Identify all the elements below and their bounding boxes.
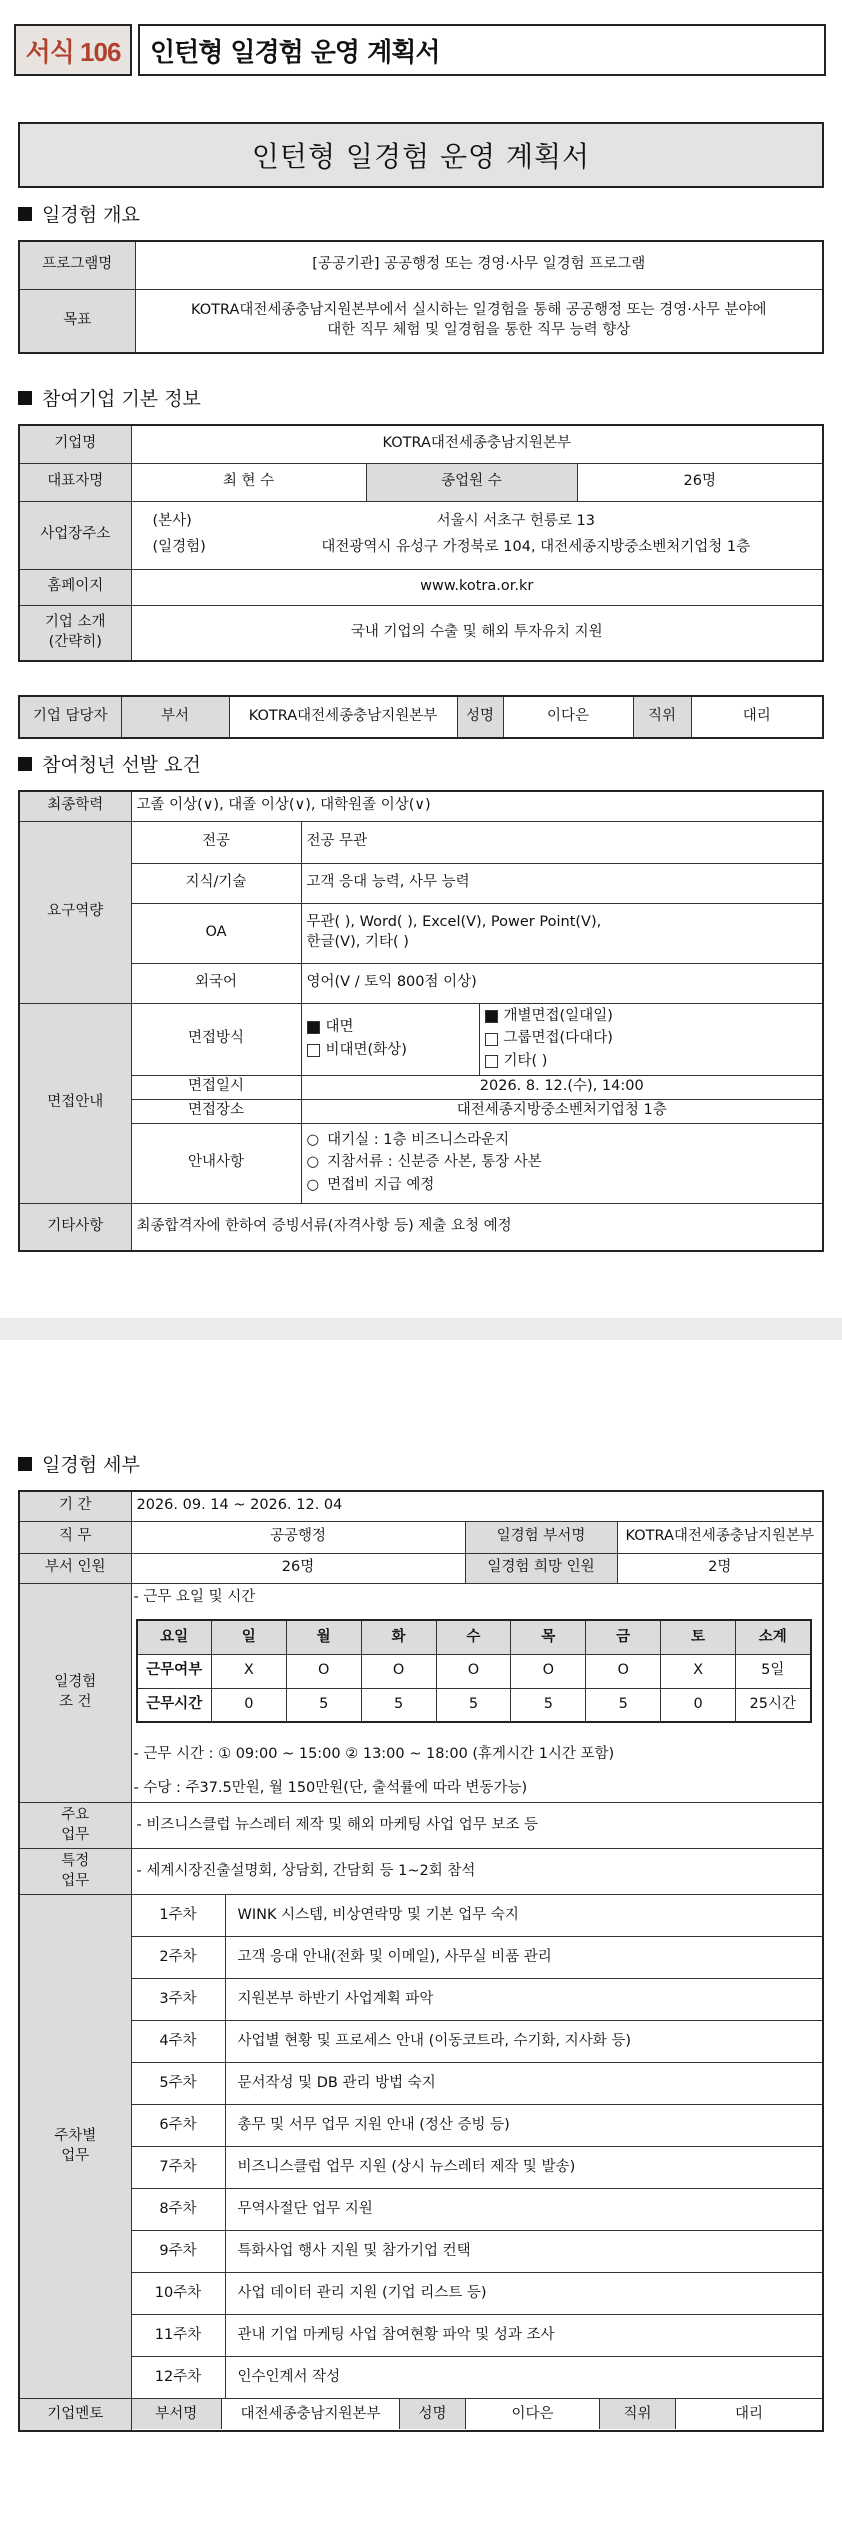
square-bullet-icon bbox=[18, 1457, 32, 1471]
major-label: 전공 bbox=[131, 821, 301, 863]
employees-label: 종업원 수 bbox=[366, 463, 577, 501]
interview-label: 면접안내 bbox=[19, 1003, 131, 1203]
period-label: 기 간 bbox=[19, 1491, 131, 1521]
schedule-header-cell: 요일 bbox=[137, 1620, 212, 1654]
date-label: 면접일시 bbox=[131, 1075, 301, 1099]
details-table bbox=[18, 1490, 824, 2432]
allowance: - 수당 : 주37.5만원, 월 150만원(단, 출석률에 따라 변동가능) bbox=[133, 1779, 528, 1796]
week-number: 1주차 bbox=[131, 1895, 225, 1937]
schedule-row-label: 근무시간 bbox=[137, 1688, 212, 1722]
intro-label bbox=[19, 605, 131, 661]
schedule-cell: 5일 bbox=[736, 1654, 811, 1688]
schedule-cell: O bbox=[436, 1654, 511, 1688]
name-label: 성명 bbox=[457, 696, 503, 738]
method-mode bbox=[301, 1003, 479, 1075]
schedule-cell: X bbox=[661, 1654, 736, 1688]
staff-label: 부서 인원 bbox=[19, 1553, 131, 1583]
mentor-table bbox=[132, 2399, 823, 2429]
mentor-dept-label: 부서명 bbox=[132, 2399, 222, 2429]
skill-value: 고객 응대 능력, 사무 능력 bbox=[301, 863, 823, 903]
week-number: 11주차 bbox=[131, 2315, 225, 2357]
schedule-cell: O bbox=[286, 1654, 361, 1688]
week-task: 무역사절단 업무 지원 bbox=[225, 2189, 823, 2231]
week-task: 사업별 현황 및 프로세스 안내 (이동코트라, 수기화, 지사화 등) bbox=[225, 2021, 823, 2063]
mentor-name-label: 성명 bbox=[400, 2399, 466, 2429]
site-tag: (일경험) bbox=[152, 539, 206, 555]
etc-label: 기타사항 bbox=[19, 1203, 131, 1251]
checkbox-checked-icon bbox=[307, 1021, 320, 1034]
week-number: 2주차 bbox=[131, 1937, 225, 1979]
checkbox-empty-icon bbox=[485, 1055, 498, 1068]
week-task: 관내 기업 마케팅 사업 참여현황 파악 및 성과 조사 bbox=[225, 2315, 823, 2357]
week-task: 문서작성 및 DB 관리 방법 숙지 bbox=[225, 2063, 823, 2105]
goal-line: KOTRA대전세종충남지원본부에서 실시하는 일경험을 통해 공공행정 또는 경영·사무 분야에 bbox=[190, 302, 767, 319]
hq-address: 서울시 서초구 헌릉로 13 bbox=[436, 513, 595, 530]
mentor-position-value: 대리 bbox=[676, 2399, 823, 2429]
weekly-label-line: 업무 bbox=[61, 2147, 90, 2164]
education-value: 고졸 이상(∨), 대졸 이상(∨), 대학원졸 이상(∨) bbox=[131, 791, 823, 821]
week-number: 5주차 bbox=[131, 2063, 225, 2105]
week-task: 사업 데이터 관리 지원 (기업 리스트 등) bbox=[225, 2273, 823, 2315]
dept-value: KOTRA대전세종충남지원본부 bbox=[229, 696, 457, 738]
notice-label: 안내사항 bbox=[131, 1123, 301, 1203]
page-separator bbox=[0, 1318, 842, 1340]
website-label: 홈페이지 bbox=[19, 569, 131, 605]
method-remote: 비대면(화상) bbox=[325, 1041, 407, 1058]
condition-label bbox=[19, 1583, 131, 1803]
requirements-table bbox=[18, 790, 824, 1252]
weekly-label bbox=[19, 1895, 131, 2399]
hq-tag: (본사) bbox=[152, 513, 192, 530]
schedule-table bbox=[136, 1619, 812, 1723]
method-label: 면접방식 bbox=[131, 1003, 301, 1075]
schedule-cell: 0 bbox=[661, 1688, 736, 1722]
schedule-cell: 25시간 bbox=[736, 1688, 811, 1722]
position-value: 대리 bbox=[691, 696, 823, 738]
company-value: KOTRA대전세종충남지원본부 bbox=[131, 425, 823, 463]
language-value: 영어(V / 토익 800점 이상) bbox=[301, 963, 823, 1003]
contact-table bbox=[18, 695, 824, 739]
week-number: 9주차 bbox=[131, 2231, 225, 2273]
square-bullet-icon bbox=[18, 391, 32, 405]
schedule-header-cell: 월 bbox=[286, 1620, 361, 1654]
job-value: 공공행정 bbox=[131, 1521, 465, 1553]
weekly-row bbox=[19, 2357, 823, 2399]
schedule-header-cell: 수 bbox=[436, 1620, 511, 1654]
document-title: 인턴형 일경험 운영 계획서 bbox=[18, 122, 824, 188]
overview-table bbox=[18, 240, 824, 354]
company-label: 기업명 bbox=[19, 425, 131, 463]
ceo-label: 대표자명 bbox=[19, 463, 131, 501]
form-header-title: 인턴형 일경험 운영 계획서 bbox=[138, 24, 826, 76]
schedule-cell: 0 bbox=[211, 1688, 286, 1722]
place-value: 대전세종지방중소벤처기업청 1층 bbox=[301, 1099, 823, 1123]
dept-label: 부서 bbox=[121, 696, 229, 738]
weekly-row bbox=[19, 2189, 823, 2231]
manager-label: 기업 담당자 bbox=[19, 696, 121, 738]
site-address: 대전광역시 유성구 가정북로 104, 대전세종지방중소벤처기업청 1층 bbox=[321, 539, 751, 555]
method-group: 그룹면접(다대다) bbox=[503, 1030, 613, 1047]
want-value: 2명 bbox=[617, 1553, 823, 1583]
weekly-row bbox=[19, 2021, 823, 2063]
period-value: 2026. 09. 14 ~ 2026. 12. 04 bbox=[131, 1491, 823, 1521]
special-task-label-line: 업무 bbox=[61, 1872, 90, 1889]
education-label: 최종학력 bbox=[19, 791, 131, 821]
week-number: 10주차 bbox=[131, 2273, 225, 2315]
main-task-label-line: 업무 bbox=[61, 1826, 90, 1843]
weekly-row bbox=[19, 2147, 823, 2189]
oa-value bbox=[301, 903, 823, 963]
weekly-row bbox=[19, 1979, 823, 2021]
main-task-label-line: 주요 bbox=[61, 1807, 90, 1824]
address-value bbox=[131, 501, 823, 569]
place-label: 면접장소 bbox=[131, 1099, 301, 1123]
mentor-name-value: 이다은 bbox=[466, 2399, 600, 2429]
work-hours: - 근무 시간 : ① 09:00 ~ 15:00 ② 13:00 ~ 18:00 (휴게시간 1시간 포함) bbox=[133, 1746, 615, 1763]
mentor-dept-value: 대전세종충남지원본부 bbox=[222, 2399, 400, 2429]
section-title: 참여기업 기본 정보 bbox=[42, 388, 201, 410]
program-label: 프로그램명 bbox=[19, 241, 135, 289]
notice-item: 대기실 : 1층 비즈니스라운지 bbox=[327, 1131, 510, 1148]
week-number: 4주차 bbox=[131, 2021, 225, 2063]
circle-bullet-icon: ○ bbox=[306, 1131, 320, 1148]
schedule-cell: 5 bbox=[586, 1688, 661, 1722]
schedule-header-cell: 금 bbox=[586, 1620, 661, 1654]
section-title: 참여청년 선발 요건 bbox=[42, 754, 201, 776]
program-value: [공공기관] 공공행정 또는 경영·사무 일경험 프로그램 bbox=[135, 241, 823, 289]
week-task: WINK 시스템, 비상연락망 및 기본 업무 숙지 bbox=[225, 1895, 823, 1937]
main-task-value: - 비즈니스클럽 뉴스레터 제작 및 해외 마케팅 사업 업무 보조 등 bbox=[131, 1803, 823, 1849]
dept-value: KOTRA대전세종충남지원본부 bbox=[617, 1521, 823, 1553]
etc-value: 최종합격자에 한하여 증빙서류(자격사항 등) 제출 요청 예정 bbox=[131, 1203, 823, 1251]
method-single: 개별면접(일대일) bbox=[503, 1007, 613, 1024]
schedule-header-cell: 토 bbox=[661, 1620, 736, 1654]
oa-line: 한글(V), 기타( ) bbox=[306, 934, 409, 950]
intro-value: 국내 기업의 수출 및 해외 투자유치 지원 bbox=[131, 605, 823, 661]
language-label: 외국어 bbox=[131, 963, 301, 1003]
schedule-row-label: 근무여부 bbox=[137, 1654, 212, 1688]
weekly-row bbox=[19, 2105, 823, 2147]
schedule-workday-row bbox=[137, 1654, 811, 1688]
schedule-header-cell: 화 bbox=[361, 1620, 436, 1654]
section-heading-requirements bbox=[18, 750, 201, 777]
intro-label-line: 기업 소개 bbox=[44, 614, 106, 631]
square-bullet-icon bbox=[18, 757, 32, 771]
oa-line: 무관( ), Word( ), Excel(V), Power Point(V), bbox=[306, 914, 602, 931]
want-label: 일경험 희망 인원 bbox=[465, 1553, 617, 1583]
address-label: 사업장주소 bbox=[19, 501, 131, 569]
weekly-row bbox=[19, 1937, 823, 1979]
schedule-cell: 5 bbox=[361, 1688, 436, 1722]
ceo-value: 최 현 수 bbox=[131, 463, 366, 501]
section-heading-overview bbox=[18, 200, 140, 227]
schedule-cell: 5 bbox=[436, 1688, 511, 1722]
week-task: 총무 및 서무 업무 지원 안내 (정산 증빙 등) bbox=[225, 2105, 823, 2147]
weekly-row bbox=[19, 2063, 823, 2105]
section-heading-details bbox=[18, 1450, 140, 1477]
major-value: 전공 무관 bbox=[301, 821, 823, 863]
weekly-row bbox=[19, 2231, 823, 2273]
special-task-label bbox=[19, 1849, 131, 1895]
weekly-label-line: 주차별 bbox=[54, 2128, 97, 2145]
skill-label: 지식/기술 bbox=[131, 863, 301, 903]
week-task: 비즈니스클럽 업무 지원 (상시 뉴스레터 제작 및 발송) bbox=[225, 2147, 823, 2189]
special-task-label-line: 특정 bbox=[61, 1853, 90, 1870]
position-label: 직위 bbox=[633, 696, 691, 738]
method-face: 대면 bbox=[325, 1018, 354, 1035]
goal-line: 대한 직무 체험 및 일경험을 통한 직무 능력 향상 bbox=[327, 321, 631, 338]
week-number: 7주차 bbox=[131, 2147, 225, 2189]
schedule-cell: O bbox=[586, 1654, 661, 1688]
section-title: 일경험 세부 bbox=[42, 1454, 140, 1476]
job-label: 직 무 bbox=[19, 1521, 131, 1553]
method-etc: 기타( ) bbox=[503, 1052, 548, 1069]
week-number: 8주차 bbox=[131, 2189, 225, 2231]
week-number: 6주차 bbox=[131, 2105, 225, 2147]
goal-label: 목표 bbox=[19, 289, 135, 353]
checkbox-empty-icon bbox=[485, 1033, 498, 1046]
notice-value bbox=[301, 1123, 823, 1203]
notice-item: 지참서류 : 신분증 사본, 통장 사본 bbox=[327, 1154, 542, 1171]
name-value: 이다은 bbox=[503, 696, 633, 738]
date-value: 2026. 8. 12.(수), 14:00 bbox=[301, 1075, 823, 1099]
week-task: 고객 응대 안내(전화 및 이메일), 사무실 비품 관리 bbox=[225, 1937, 823, 1979]
week-number: 12주차 bbox=[131, 2357, 225, 2399]
circle-bullet-icon: ○ bbox=[306, 1176, 320, 1193]
notice-item: 면접비 지급 예정 bbox=[327, 1176, 435, 1193]
competency-label: 요구역량 bbox=[19, 821, 131, 1003]
condition-label-line: 일경험 bbox=[54, 1674, 97, 1691]
condition-label-line: 조 건 bbox=[58, 1693, 92, 1710]
weekly-body bbox=[19, 1895, 823, 2399]
staff-value: 26명 bbox=[131, 1553, 465, 1583]
employees-value: 26명 bbox=[577, 463, 823, 501]
checkbox-empty-icon bbox=[307, 1044, 320, 1057]
days-title: - 근무 요일 및 시간 bbox=[133, 1588, 256, 1605]
week-task: 지원본부 하반기 사업계획 파악 bbox=[225, 1979, 823, 2021]
weekly-row bbox=[19, 2315, 823, 2357]
condition-value bbox=[131, 1583, 823, 1803]
schedule-hours-row bbox=[137, 1688, 811, 1722]
section-heading-company bbox=[18, 384, 201, 411]
schedule-cell: O bbox=[511, 1654, 586, 1688]
mentor-label: 기업멘토 bbox=[19, 2399, 131, 2431]
form-number-badge: 서식 106 bbox=[14, 24, 132, 76]
weekly-row bbox=[19, 1895, 823, 1937]
checkbox-checked-icon bbox=[485, 1010, 498, 1023]
week-task: 특화사업 행사 지원 및 참가기업 컨택 bbox=[225, 2231, 823, 2273]
week-number: 3주차 bbox=[131, 1979, 225, 2021]
oa-label: OA bbox=[131, 903, 301, 963]
special-task-value: - 세계시장진출설명회, 상담회, 간담회 등 1~2회 참석 bbox=[131, 1849, 823, 1895]
dept-label: 일경험 부서명 bbox=[465, 1521, 617, 1553]
method-type bbox=[479, 1003, 823, 1075]
week-task: 인수인계서 작성 bbox=[225, 2357, 823, 2399]
mentor-value bbox=[131, 2399, 823, 2431]
square-bullet-icon bbox=[18, 207, 32, 221]
schedule-header-cell: 일 bbox=[211, 1620, 286, 1654]
schedule-cell: 5 bbox=[511, 1688, 586, 1722]
goal-value bbox=[135, 289, 823, 353]
schedule-cell: 5 bbox=[286, 1688, 361, 1722]
form-header bbox=[14, 24, 826, 76]
circle-bullet-icon: ○ bbox=[306, 1154, 320, 1171]
weekly-row bbox=[19, 2273, 823, 2315]
main-task-label bbox=[19, 1803, 131, 1849]
schedule-header-row bbox=[137, 1620, 811, 1654]
schedule-cell: X bbox=[211, 1654, 286, 1688]
schedule-header-cell: 목 bbox=[511, 1620, 586, 1654]
page-2 bbox=[0, 1340, 842, 2521]
section-title: 일경험 개요 bbox=[42, 204, 140, 226]
company-table bbox=[18, 424, 824, 662]
schedule-header-cell: 소계 bbox=[736, 1620, 811, 1654]
intro-label-line: (간략히) bbox=[48, 633, 102, 650]
schedule-cell: O bbox=[361, 1654, 436, 1688]
mentor-position-label: 직위 bbox=[600, 2399, 676, 2429]
website-value: www.kotra.or.kr bbox=[131, 569, 823, 605]
